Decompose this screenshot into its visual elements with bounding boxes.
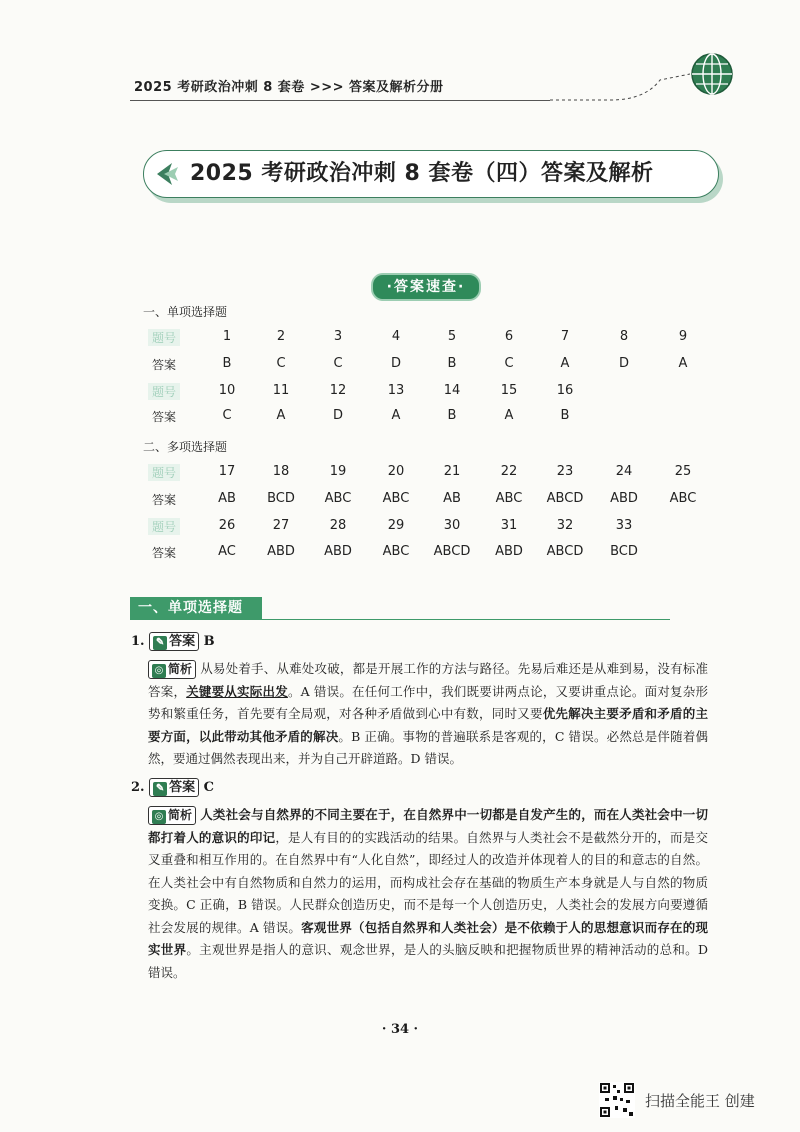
row-label-answer: 答案 xyxy=(152,493,177,507)
answer-cell: A xyxy=(560,356,570,371)
question-number-cell: 20 xyxy=(387,464,405,479)
question-number-cell: 6 xyxy=(504,329,514,344)
running-header-title: 2025 考研政治冲刺 8 套卷 >>> 答案及解析分册 xyxy=(134,80,444,95)
answer-cell: D xyxy=(332,408,343,423)
question-number-cell: 30 xyxy=(443,518,461,533)
question-number-cell: 17 xyxy=(218,464,236,479)
question-number-cell: 8 xyxy=(619,329,629,344)
question-number-cell: 28 xyxy=(329,518,347,533)
question-number-cell: 16 xyxy=(556,383,574,398)
paper-title-box xyxy=(143,150,719,198)
answer-tag: ✎ 答案 xyxy=(149,778,199,797)
answer-cell: C xyxy=(222,408,232,423)
emphasized-text: 人类社会与自然界的不同主要在于， xyxy=(200,807,404,822)
analysis-text xyxy=(148,807,708,980)
question-number-cell: 27 xyxy=(272,518,290,533)
question-number: 2. xyxy=(131,780,145,795)
answer-cell: ABC xyxy=(669,491,697,506)
pencil-icon: ✎ xyxy=(153,782,167,796)
question-number-cell: 7 xyxy=(560,329,570,344)
question-number-cell: 19 xyxy=(329,464,347,479)
answer-tag: ✎ 答案 xyxy=(149,632,199,651)
answer-cell: ABCD xyxy=(433,544,471,559)
answer-cell: A xyxy=(504,408,514,423)
question-number-cell: 3 xyxy=(333,329,343,344)
analysis-text-segment: 。A 错误。在任何工作中，我们既要讲两点论，又要讲重点论。面对复杂形势和繁重任务，首先要有全局观，对各种矛盾做到心中有数，同时又要 xyxy=(148,683,708,721)
glasses-icon: ◎ xyxy=(152,664,166,678)
row-label-answer: 答案 xyxy=(152,410,177,424)
answer-cell: AC xyxy=(218,544,236,559)
question-number-cell: 29 xyxy=(387,518,405,533)
question-number-cell: 5 xyxy=(447,329,457,344)
answer-cell: ABCD xyxy=(546,544,584,559)
question-2-analysis xyxy=(148,804,708,984)
emphasized-text: 客观世界（包括自然界和人类社会）是不依赖于人的思想意识而存在的现实世界 xyxy=(148,919,708,957)
question-number-cell: 31 xyxy=(500,518,518,533)
paper-title: 2025 考研政治冲刺 8 套卷（四）答案及解析 xyxy=(190,161,654,186)
answer-cell: ABD xyxy=(324,544,352,559)
answer-cell: ABCD xyxy=(546,491,584,506)
question-number-cell: 26 xyxy=(218,518,236,533)
answer-cell: AB xyxy=(218,491,236,506)
question-number-cell: 18 xyxy=(272,464,290,479)
answer-cell: ABD xyxy=(495,544,523,559)
answer-cell: BCD xyxy=(267,491,295,506)
answer-cell: C xyxy=(504,356,514,371)
emphasized-text: 优先解决主要矛盾和矛盾的主要方面，以此带动其他矛盾的解决 xyxy=(148,706,708,744)
section-header: 一、单项选择题 xyxy=(130,597,262,619)
qr-code-icon xyxy=(599,1082,635,1118)
answer-cell: B xyxy=(560,408,570,423)
scanner-watermark: 扫描全能王 创建 xyxy=(645,1092,755,1110)
question-number-cell: 15 xyxy=(500,383,518,398)
quick-answer-badge: ·答案速查· xyxy=(371,273,481,301)
row-label-question-number: 题号 xyxy=(148,518,180,535)
answer-cell: B xyxy=(222,356,232,371)
question-number-cell: 2 xyxy=(276,329,286,344)
header-dashed-curve xyxy=(550,72,690,102)
answer-cell: A xyxy=(678,356,688,371)
page-number: · 34 · xyxy=(381,1022,419,1037)
section-header-rule xyxy=(130,619,670,620)
question-number-cell: 23 xyxy=(556,464,574,479)
question-number-cell: 11 xyxy=(272,383,290,398)
answer-cell: D xyxy=(618,356,629,371)
question-number-cell: 33 xyxy=(615,518,633,533)
question-number-cell: 24 xyxy=(615,464,633,479)
answer-cell: B xyxy=(447,356,457,371)
analysis-tag: ◎ 简析 xyxy=(148,806,196,825)
answer-cell: A xyxy=(276,408,286,423)
analysis-text-segment: ，是人有目的的实践活动的结果。自然界与人类社会不是截然分开的，而是交叉重叠和相互作用的。在自然界中有“人化自然”，即经过人的改造并体现着人的目的和意志的自然。在人类社会中有自然物质和自然力的运用，而构成社会存在基础的物质生产本身就是人与自然的物质变换。C 正确，B 错误。人民群众创造历史，而不是每一个人创造历史，人类社会的发展方向要遵循社会发展的规律。A 错误。 xyxy=(148,829,708,935)
question-number-cell: 13 xyxy=(387,383,405,398)
title-leaf-icon xyxy=(154,159,180,189)
pencil-icon: ✎ xyxy=(153,636,167,650)
question-number-cell: 1 xyxy=(222,329,232,344)
question-number: 1. xyxy=(131,634,145,649)
row-label-answer: 答案 xyxy=(152,358,177,372)
multi-choice-label: 二、多项选择题 xyxy=(143,440,228,454)
question-number-cell: 12 xyxy=(329,383,347,398)
question-1-analysis xyxy=(148,658,708,771)
glasses-icon: ◎ xyxy=(152,810,166,824)
question-1-answer-line xyxy=(131,632,215,651)
analysis-text xyxy=(148,661,708,766)
emphasized-text: 关键要从实际出发 xyxy=(186,683,288,699)
header-rule xyxy=(130,100,550,101)
answer-cell: B xyxy=(447,408,457,423)
answer-cell: ABC xyxy=(382,491,410,506)
answer-cell: D xyxy=(390,356,401,371)
analysis-text-segment: 从易处着手、从难处攻破，都是开展工作的方法与路径。先易后难还是从难到易，没有标准答案， xyxy=(148,661,708,699)
question-number-cell: 22 xyxy=(500,464,518,479)
question-number-cell: 21 xyxy=(443,464,461,479)
answer-cell: ABC xyxy=(324,491,352,506)
analysis-text-segment: 。主观世界是指人的意识、观念世界，是人的头脑反映和把握物质世界的精神活动的总和。D 错误。 xyxy=(148,942,708,980)
row-label-question-number: 题号 xyxy=(148,383,180,400)
answer-value: C xyxy=(203,780,215,795)
answer-cell: ABD xyxy=(267,544,295,559)
globe-logo-icon xyxy=(690,52,734,96)
question-number-cell: 25 xyxy=(674,464,692,479)
answer-value: B xyxy=(203,634,215,649)
answer-cell: A xyxy=(391,408,401,423)
answer-cell: ABC xyxy=(382,544,410,559)
question-number-cell: 4 xyxy=(391,329,401,344)
answer-cell: ABD xyxy=(610,491,638,506)
single-choice-label: 一、单项选择题 xyxy=(143,305,228,319)
question-2-answer-line xyxy=(131,778,214,797)
answer-cell: C xyxy=(276,356,286,371)
row-label-question-number: 题号 xyxy=(148,464,180,481)
row-label-question-number: 题号 xyxy=(148,329,180,346)
answer-cell: ABC xyxy=(495,491,523,506)
analysis-tag: ◎ 简析 xyxy=(148,660,196,679)
question-number-cell: 32 xyxy=(556,518,574,533)
question-number-cell: 10 xyxy=(218,383,236,398)
answer-cell: AB xyxy=(443,491,461,506)
answer-cell: C xyxy=(333,356,343,371)
question-number-cell: 14 xyxy=(443,383,461,398)
emphasized-text: 在自然界中一切都是自发产生的，而在人类社会中一切都打着人的意识的印记 xyxy=(148,807,708,845)
answer-cell: BCD xyxy=(610,544,638,559)
row-label-answer: 答案 xyxy=(152,546,177,560)
question-number-cell: 9 xyxy=(678,329,688,344)
analysis-text-segment: 。B 正确。事物的普遍联系是客观的，C 错误。必然总是伴随着偶然，要通过偶然表现出来，并为自己开辟道路。D 错误。 xyxy=(148,728,708,766)
